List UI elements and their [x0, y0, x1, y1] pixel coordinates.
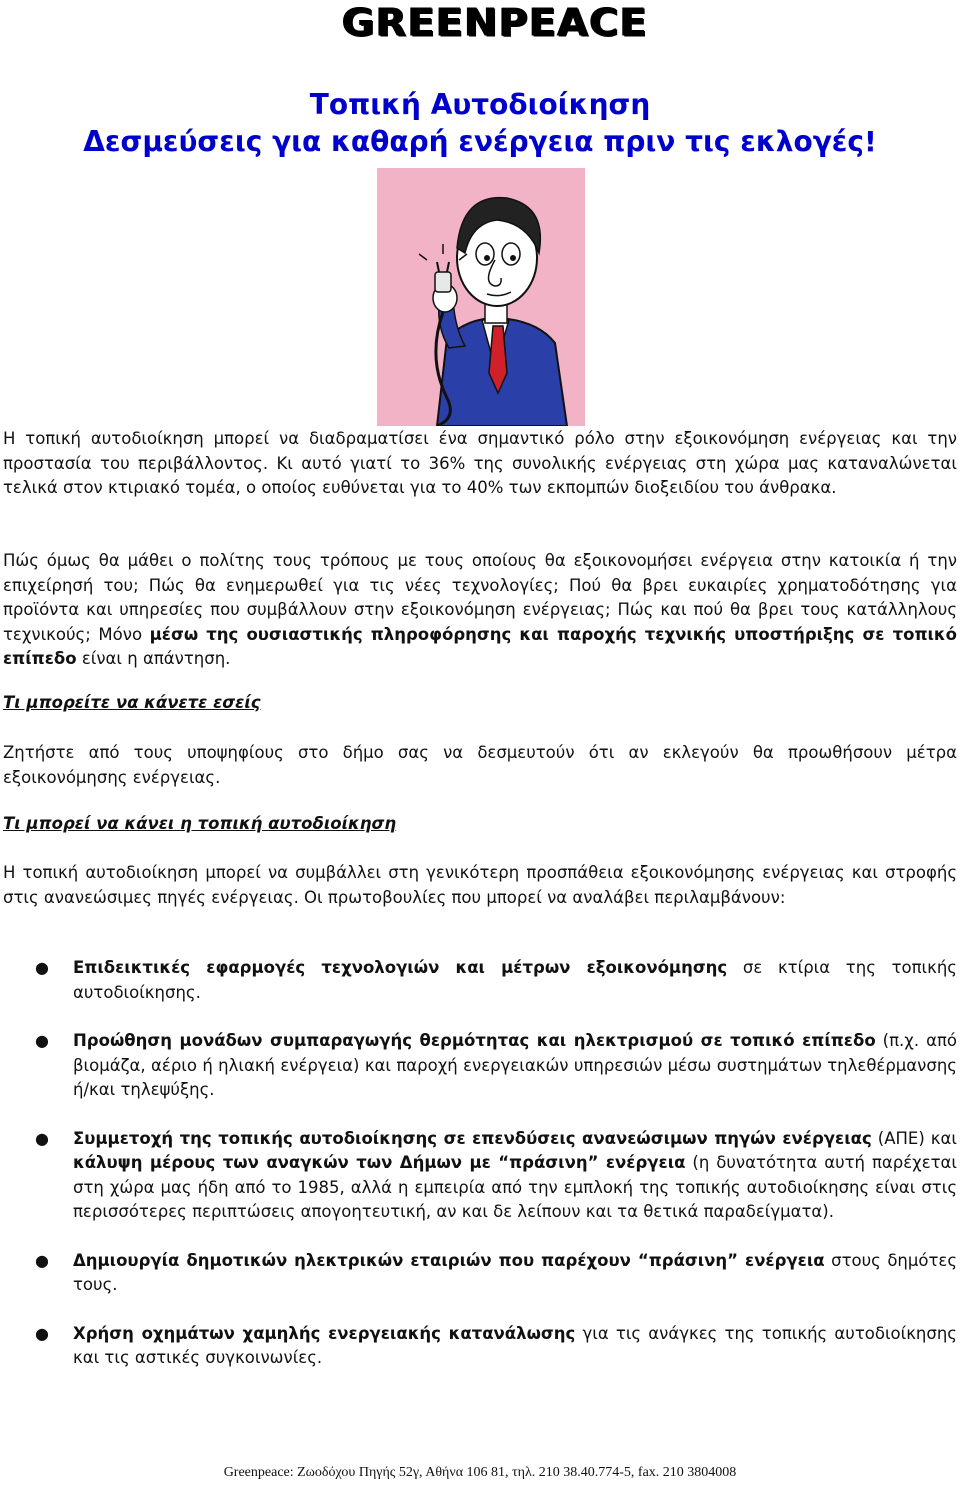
- list-item-text-2: (η δυνατότητα αυτή παρέχεται στη χώρα μας ήδη από το 1985, αλλά η εμπειρία από την εμπλοκή της τοπικής αυτοδιοίκησης είναι στις περισσότερες περιπτώσεις απογοητευτική, αν και δε λείπουν και τα θετικά παραδείγματα).: [73, 1153, 958, 1221]
- list-item: [0, 1322, 960, 1371]
- section-heading-what-you-can-do: Τι μπορείτε να κάνετε εσείς: [3, 693, 261, 712]
- section-heading-local-government: Τι μπορεί να κάνει η τοπική αυτοδιοίκηση: [3, 814, 397, 833]
- list-item-text: για τις ανάγκες της τοπικής αυτοδιοίκησης και τις αστικές συγκοινωνίες.: [73, 1323, 957, 1367]
- intro-p2-end: είναι η απάντηση.: [76, 649, 231, 668]
- intro-p2-bold: μέσω της ουσιαστικής πληροφόρησης και παροχής τεχνικής υποστήριξης σε τοπικό επίπεδο: [3, 624, 957, 668]
- list-item-bold: Συμμετοχή της τοπικής αυτοδιοίκησης σε επενδύσεις ανανεώσιμων πηγών ενέργειας: [73, 1128, 872, 1148]
- initiatives-list: [0, 956, 960, 1395]
- list-item-text: στους δημότες τους.: [73, 1250, 958, 1294]
- list-item-bold: Χρήση οχημάτων χαμηλής ενεργειακής κατανάλωσης: [73, 1323, 576, 1343]
- intro-paragraph-1: Η τοπική αυτοδιοίκηση μπορεί να διαδραματίσει ένα σημαντικό ρόλο στην εξοικονόμηση ενέργειας και την προστασία του περιβάλλοντος. Κι αυτό γιατί το 36% της συνολικής ενέργειας στη χώρα μας καταναλώνεται τελικά στον κτιριακό τομέα, ο οποίος ευθύνεται για το 40% των εκπομπών διοξειδίου του άνθρακα.: [3, 429, 957, 497]
- bullet-icon: ●: [35, 958, 49, 977]
- title-line-2: Δεσμεύσεις για καθαρή ενέργεια πριν τις εκλογές!: [83, 125, 877, 158]
- intro-paragraph-2: [3, 549, 957, 672]
- list-item-bold: Δημιουργία δημοτικών ηλεκτρικών εταιριών που παρέχουν “πράσινη” ενέργεια: [73, 1250, 825, 1270]
- section2-text: Η τοπική αυτοδιοίκηση μπορεί να συμβάλλει στη γενικότερη προσπάθεια εξοικονόμησης ενέργειας και στροφής στις ανανεώσιμες πηγές ενέργειας. Οι πρωτοβουλίες που μπορεί να αναλάβει περιλαμβάνουν:: [3, 863, 957, 907]
- bullet-icon: ●: [35, 1128, 49, 1148]
- greenpeace-logo: [0, 0, 960, 48]
- footer-contact: Greenpeace: Ζωοδόχου Πηγής 52γ, Αθήνα 106 81, τηλ. 210 38.40.774-5, fax. 210 3804008: [223, 1465, 737, 1480]
- bullet-icon: ●: [35, 1031, 49, 1050]
- list-item: [0, 1249, 960, 1298]
- page-title: [0, 86, 960, 160]
- bullet-icon: ●: [35, 1250, 49, 1270]
- bullet-icon: ●: [35, 1323, 49, 1343]
- list-item-text: (ΑΠΕ) και: [871, 1128, 957, 1148]
- list-item-text: σε κτίρια της τοπικής αυτοδιοίκησης.: [73, 958, 957, 1002]
- intro-p2-text: Πώς όμως θα μάθει ο πολίτης τους τρόπους με τους οποίους θα εξοικονομήσει ενέργεια στην κατοικία ή την επιχείρησή του; Πώς θα ενημερωθεί για τις νέες τεχνολογίες; Πού θα βρει ευκαιρίες χρηματοδότησης για προϊόντα και υπηρεσίες που συμβάλλουν στην εξοικονόμηση ενέργειας; Πώς και πού θα βρει τους κατάλληλους τεχνικούς; Μόνο: [3, 551, 957, 644]
- logo-text: GREENPEACE: [341, 1, 649, 45]
- cartoon-man-with-plug-illustration: [377, 168, 585, 426]
- list-item-bold: Επιδεικτικές εφαρμογές τεχνολογιών και μέτρων εξοικονόμησης: [73, 958, 728, 977]
- list-item-bold: Προώθηση μονάδων συμπαραγωγής θερμότητας και ηλεκτρισμού σε τοπικό επίπεδο: [73, 1031, 876, 1050]
- title-line-1: Τοπική Αυτοδιοίκηση: [309, 88, 651, 121]
- list-item-bold-2: κάλυψη μέρους των αναγκών των Δήμων με “πράσινη” ενέργεια: [73, 1153, 686, 1172]
- list-item: [0, 1029, 960, 1103]
- list-item: [0, 1127, 960, 1225]
- section1-text: Ζητήστε από τους υποψηφίους στο δήμο σας να δεσμευτούν ότι αν εκλεγούν θα προωθήσουν μέτρα εξοικονόμησης ενέργειας.: [3, 743, 957, 787]
- list-item-text: (π.χ. από βιομάζα, αέριο ή ηλιακή ενέργεια) και παροχή ενεργειακών υπηρεσιών μέσω συστημάτων τηλεθέρμανσης ή/και τηλεψύξης.: [73, 1031, 957, 1099]
- list-item: [0, 956, 960, 1005]
